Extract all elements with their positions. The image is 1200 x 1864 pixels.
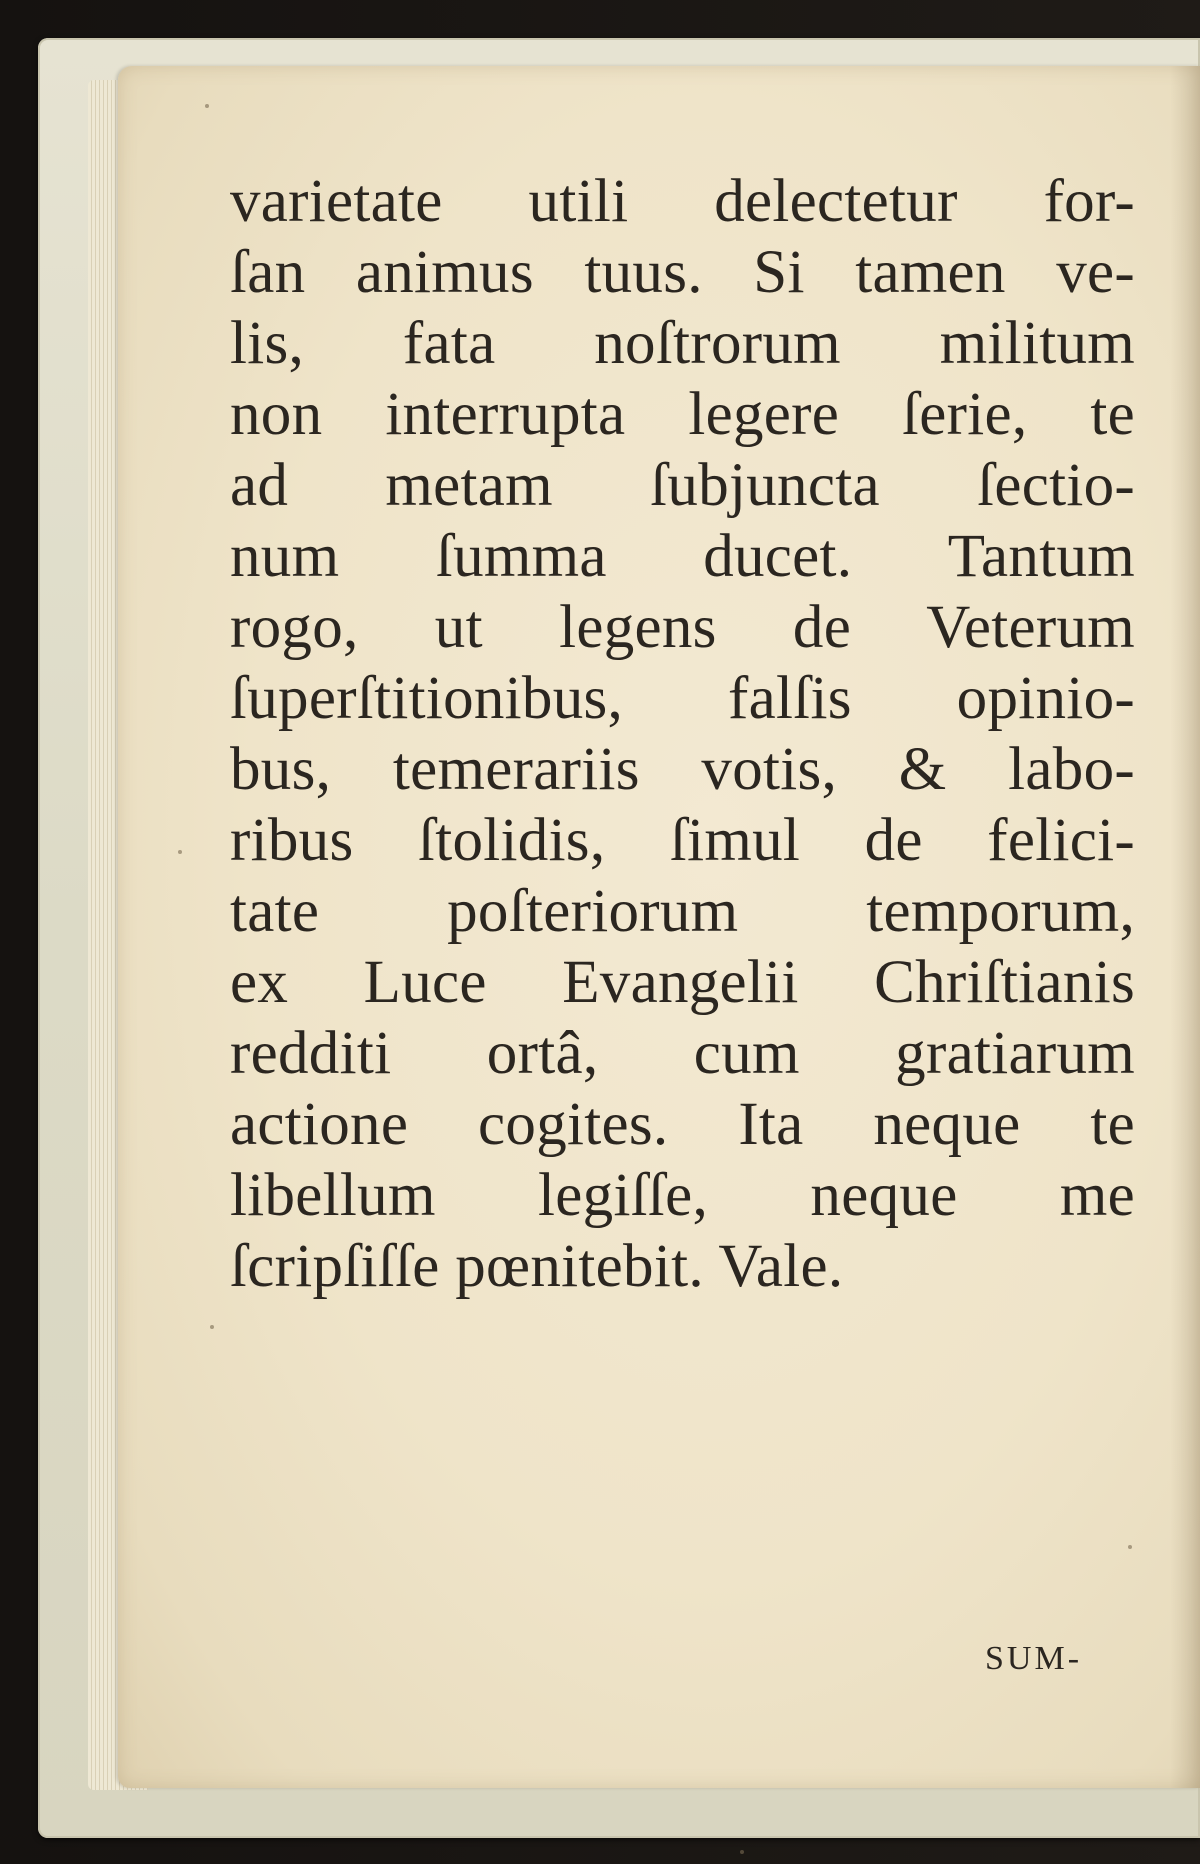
text-line: ad metam ſubjuncta ſectio- [230, 452, 1135, 519]
text-line: non interrupta legere ſerie, te [230, 381, 1135, 448]
body-text [230, 166, 1135, 1302]
text-line: num ſumma ducet. Tantum [230, 523, 1135, 590]
text-line: redditi ortâ, cum gratiarum [230, 1020, 1135, 1087]
text-line: ribus ſtolidis, ſimul de felici- [230, 807, 1135, 874]
paper-speck [178, 850, 182, 854]
text-line: rogo, ut legens de Veterum [230, 594, 1135, 661]
paper-speck [205, 104, 209, 108]
text-line: tate poſteriorum temporum, [230, 878, 1135, 945]
paper-speck [740, 1850, 744, 1854]
text-line: varietate utili delectetur for- [230, 168, 1135, 235]
text-line: ſuperſtitionibus, falſis opinio- [230, 665, 1135, 732]
text-line: ſcripſiſſe pœnitebit. Vale. [230, 1233, 844, 1300]
text-line: ſan animus tuus. Si tamen ve- [230, 239, 1135, 306]
text-line: libellum legiſſe, neque me [230, 1162, 1135, 1229]
catchword: SUM- [985, 1640, 1083, 1677]
gutter-shadow [1170, 66, 1200, 1788]
paper-speck [1128, 1545, 1132, 1549]
paper-speck [210, 1325, 214, 1329]
text-line: ex Luce Evangelii Chriſtianis [230, 949, 1135, 1016]
text-line: bus, temerariis votis, & labo- [230, 736, 1135, 803]
text-line: lis, fata noſtrorum militum [230, 310, 1135, 377]
text-line: actione cogites. Ita neque te [230, 1091, 1135, 1158]
